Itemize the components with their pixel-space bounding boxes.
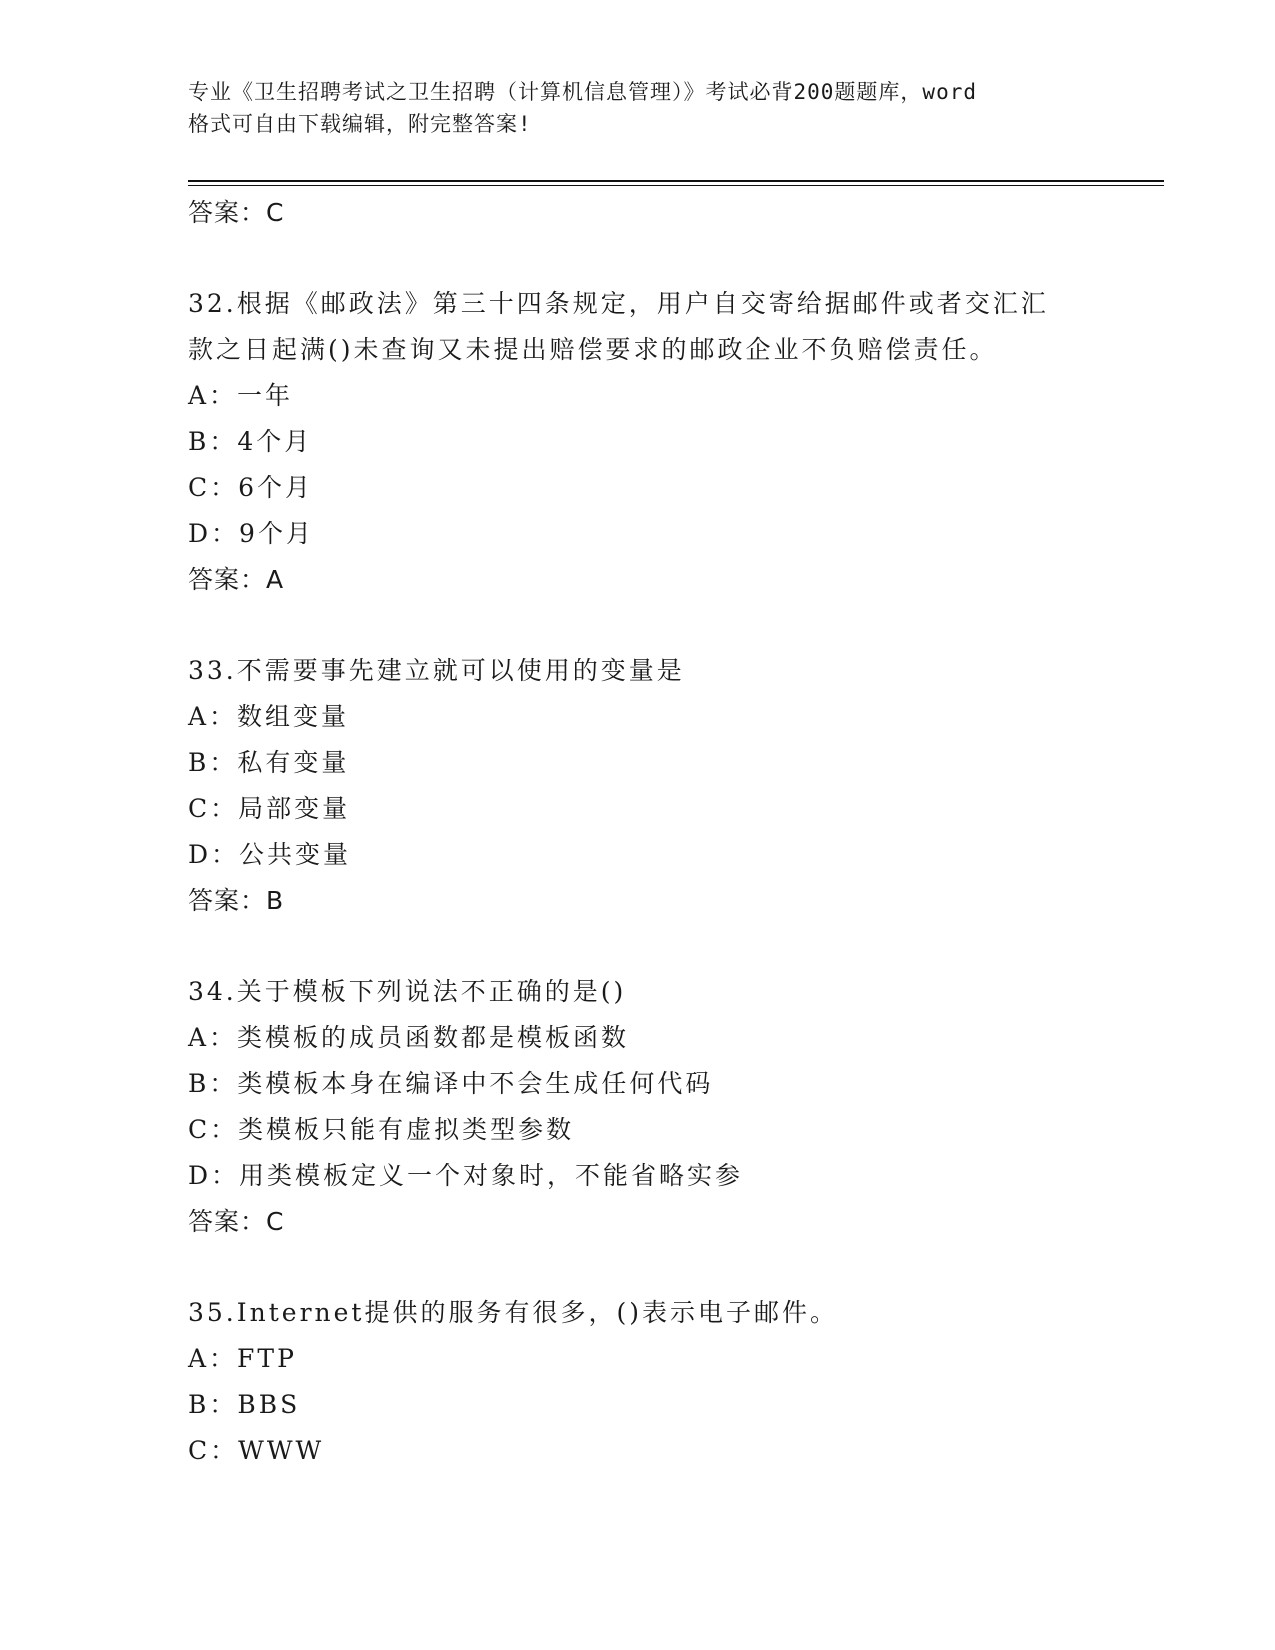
question-list (188, 190, 1088, 1474)
question-35 (188, 1290, 1088, 1474)
option-d: D：公共变量 (188, 840, 352, 869)
header-rule-thick (188, 180, 1164, 182)
document-header (188, 76, 1088, 140)
previous-answer: 答案：C (188, 198, 285, 227)
answer: 答案：B (188, 886, 285, 915)
answer: 答案：A (188, 565, 285, 594)
option-c: C：6个月 (188, 473, 314, 502)
option-a: A：数组变量 (188, 702, 350, 731)
question-32 (188, 281, 1088, 603)
option-a: A：类模板的成员函数都是模板函数 (188, 1023, 630, 1052)
question-stem: 32.根据《邮政法》第三十四条规定，用户自交寄给据邮件或者交汇汇 (188, 289, 1049, 318)
option-b: B：4个月 (188, 427, 313, 456)
option-c: C：类模板只能有虚拟类型参数 (188, 1115, 575, 1144)
option-a: A：FTP (188, 1344, 297, 1373)
question-34 (188, 969, 1088, 1245)
option-d: D：用类模板定义一个对象时，不能省略实参 (188, 1161, 744, 1190)
option-b: B：BBS (188, 1390, 301, 1419)
question-stem: 33.不需要事先建立就可以使用的变量是 (188, 656, 685, 685)
question-33 (188, 648, 1088, 924)
option-b: B：私有变量 (188, 748, 350, 777)
option-c: C：WWW (188, 1436, 325, 1465)
question-stem: 34.关于模板下列说法不正确的是() (188, 977, 627, 1006)
question-stem: 款之日起满()未查询又未提出赔偿要求的邮政企业不负赔偿责任。 (188, 335, 998, 364)
header-rule-thin (188, 185, 1164, 186)
header-line-1: 专业《卫生招聘考试之卫生招聘（计算机信息管理）》考试必背200题题库，word (188, 80, 977, 104)
option-b: B：类模板本身在编译中不会生成任何代码 (188, 1069, 714, 1098)
header-line-2: 格式可自由下载编辑，附完整答案! (188, 112, 532, 136)
option-d: D：9个月 (188, 519, 314, 548)
option-c: C：局部变量 (188, 794, 351, 823)
question-stem: 35.Internet提供的服务有很多，()表示电子邮件。 (188, 1298, 838, 1327)
option-a: A：一年 (188, 381, 294, 410)
answer: 答案：C (188, 1207, 285, 1236)
